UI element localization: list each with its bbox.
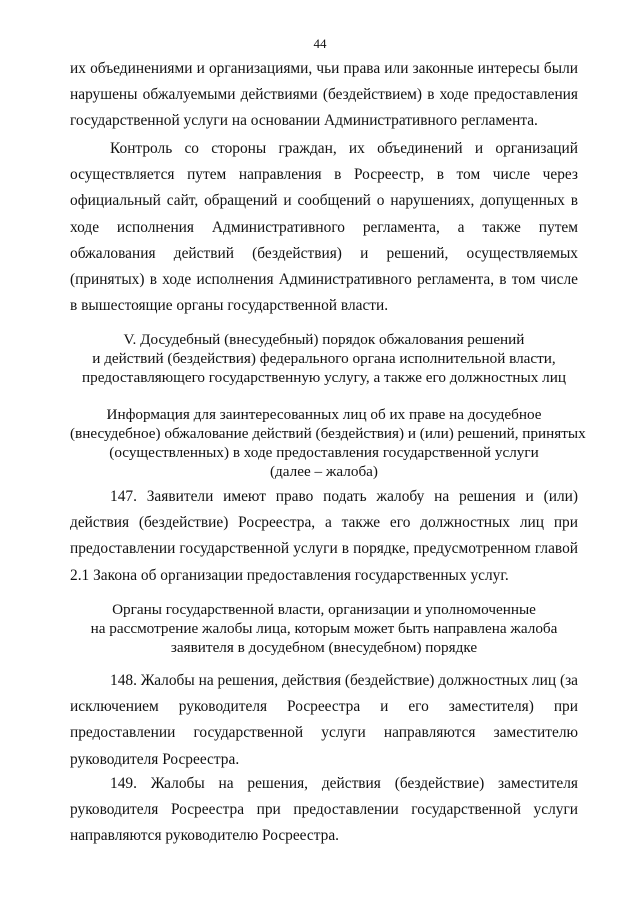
subheading-line: на рассмотрение жалобы лица, которым может быть направлена жалоба	[90, 620, 558, 637]
section-v-title	[70, 330, 578, 387]
subheading-line: Информация для заинтересованных лиц об их праве на досудебное	[106, 406, 542, 423]
subheading-line: (внесудебное) обжалование действий (бездействия) и (или) решений, принятых	[70, 425, 586, 442]
page-number: 44	[313, 36, 327, 51]
subheading-line: (осуществленных) в ходе предоставления государственной услуги	[109, 444, 539, 461]
paragraph-149: 149. Жалобы на решения, действия (бездействие) заместителя руководителя Росреестра при предоставлении государственной услуги направляются руководителю Росреестра.	[70, 775, 578, 845]
paragraph-continuation: их объединениями и организациями, чьи права или законные интересы были нарушены обжалуемыми действиями (бездействием) в ходе предоставления государственной услуги на основании Административного регламента.	[70, 60, 578, 130]
subheading-line: (далее – жалоба)	[270, 463, 378, 480]
paragraph-148: 148. Жалобы на решения, действия (бездействие) должностных лиц (за исключением руководителя Росреестра и его заместителя) при предоставлении государственной услуги направляются заместителю руководителя Росреестра.	[70, 672, 578, 768]
subheading-line: заявителя в досудебном (внесудебном) порядке	[170, 639, 478, 656]
paragraph-control: Контроль со стороны граждан, их объединений и организаций осуществляется путем направления в Росреестр, в том числе через официальный сайт, обращений и сообщений о нарушениях, допущенных в ходе исполнения Административного регламента, а также путем обжалования действий (бездействия) и решений, осуществляемых (принятых) в ходе исполнения Административного регламента, в том числе в вышестоящие органы государственной власти.	[70, 140, 578, 315]
section-v-title-line: V. Досудебный (внесудебный) порядок обжалования решений	[123, 331, 525, 348]
section-v-title-line: и действий (бездействия) федерального органа исполнительной власти,	[92, 350, 556, 367]
subheading-line: Органы государственной власти, организации и уполномоченные	[112, 601, 536, 618]
subheading-complaint-info	[70, 405, 586, 481]
paragraph-147: 147. Заявители имеют право подать жалобу на решения и (или) действия (бездействие) Росреестра, а также его должностных лиц при предоставлении государственной услуги в порядке, предусмотренном главой 2.1 Закона об организации предоставления государственных услуг.	[70, 488, 578, 584]
subheading-organs	[70, 600, 578, 657]
section-v-title-line: предоставляющего государственную услугу, а также его должностных лиц	[81, 369, 566, 386]
